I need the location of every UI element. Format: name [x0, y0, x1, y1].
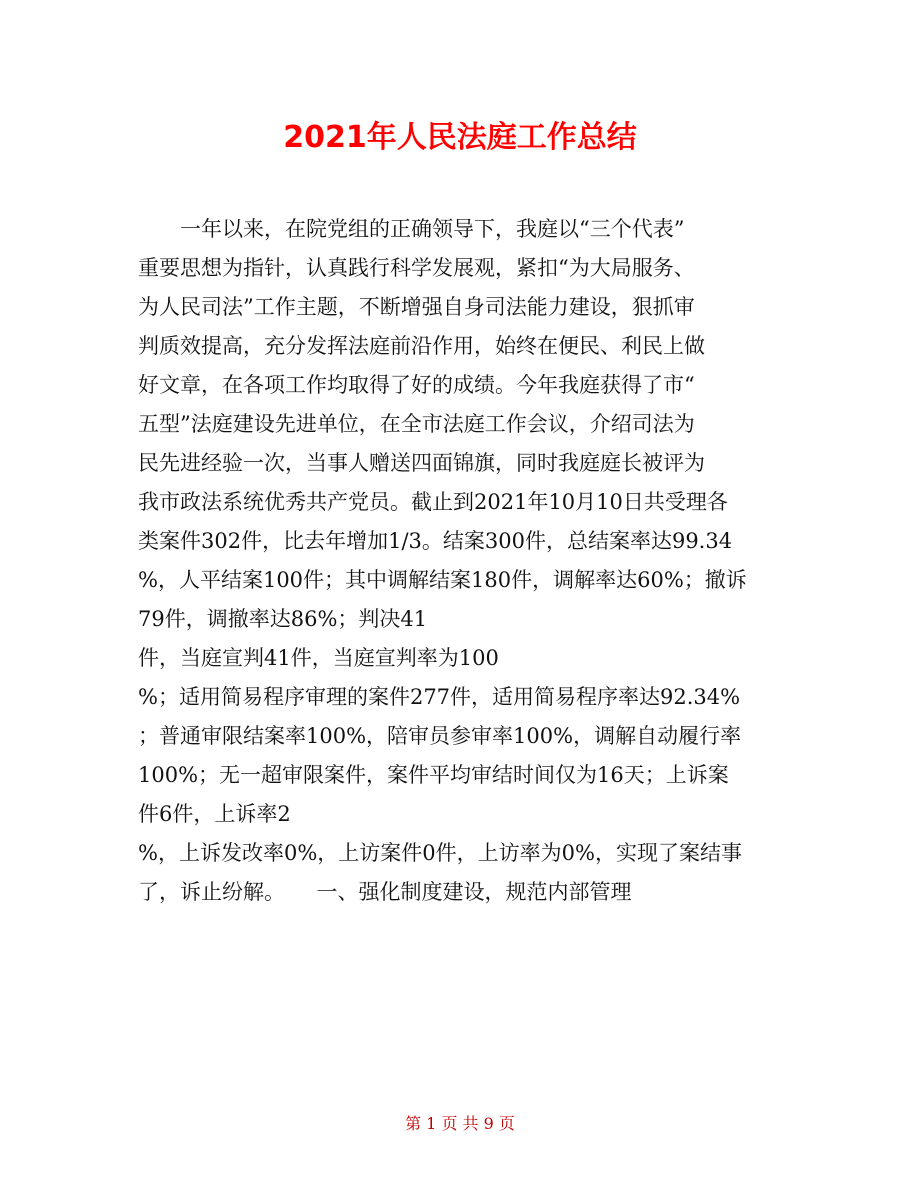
paragraph-line: 我市政法系统优秀共产党员。截止到2021年10月10日共受理各	[138, 490, 728, 514]
paragraph-line: 重要思想为指针，认真践行科学发展观，紧扣“为大局服务、	[138, 256, 695, 280]
paragraph-line: 民先进经验一次，当事人赠送四面锦旗，同时我庭庭长被评为	[138, 451, 705, 475]
paragraph-line: 一年以来，在院党组的正确领导下，我庭以“三个代表”	[180, 217, 685, 241]
paragraph-line: 为人民司法”工作主题，不断增强自身司法能力建设，狠抓审	[138, 295, 695, 319]
paragraph-line: 类案件302件，比去年增加1/3。结案300件，总结案率达99.34	[138, 529, 733, 553]
paragraph-line: %，上诉发改率0%，上访案件0件，上访率为0%，实现了案结事	[138, 841, 742, 865]
paragraph-line: 了，诉止纷解。 一、强化制度建设，规范内部管理	[138, 880, 632, 904]
document-title: 2021年人民法庭工作总结	[283, 120, 637, 155]
paragraph-line: %，人平结案100件；其中调解结案180件，调解率达60%；撤诉	[138, 568, 747, 592]
paragraph-line: 100%；无一超审限案件，案件平均审结时间仅为16天；上诉案	[138, 763, 729, 787]
paragraph-line: 79件，调撤率达86%；判决41	[138, 607, 428, 631]
paragraph-line: 件，当庭宣判41件，当庭宣判率为100	[138, 646, 499, 670]
paragraph-line: 好文章，在各项工作均取得了好的成绩。今年我庭获得了市“	[138, 373, 695, 397]
paragraph-line: ；普通审限结案率100%，陪审员参审率100%，调解自动履行率	[138, 724, 742, 748]
paragraph-line: 件6件，上诉率2	[138, 802, 291, 826]
page-number: 第 1 页 共 9 页	[405, 1114, 515, 1133]
paragraph-line: %；适用简易程序审理的案件277件，适用简易程序率达92.34%	[138, 685, 741, 709]
document-body	[138, 210, 788, 912]
paragraph-line: 五型”法庭建设先进单位，在全市法庭工作会议，介绍司法为	[138, 412, 695, 436]
paragraph-line: 判质效提高，充分发挥法庭前沿作用，始终在便民、利民上做	[138, 334, 705, 358]
